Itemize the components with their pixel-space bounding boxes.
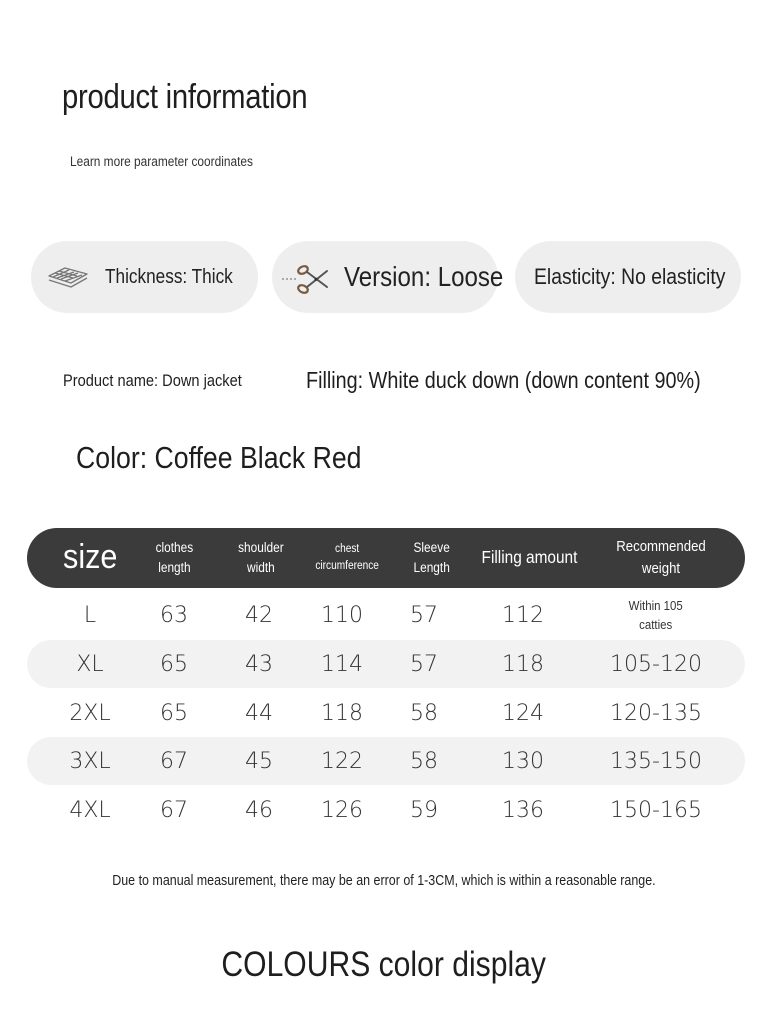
cell-chest: 110 — [321, 602, 363, 628]
elasticity-label: Elasticity: No elasticity — [534, 264, 726, 289]
version-label: Version: Loose — [344, 261, 504, 292]
table-row — [27, 689, 745, 737]
cell-filling: 130 — [502, 748, 544, 774]
page-title: product information — [62, 78, 308, 116]
header-chest-circumference: chest circumference — [315, 542, 379, 572]
header-shoulder-width: shoulder width — [238, 540, 284, 575]
cell-clothes-length: 67 — [160, 748, 188, 774]
cell-shoulder-width: 45 — [245, 748, 273, 774]
cell-filling: 112 — [502, 602, 544, 628]
header-recommended-weight: Recommended weight — [616, 538, 706, 577]
table-row — [27, 737, 745, 785]
cell-size: XL — [76, 651, 104, 677]
cell-shoulder-width: 43 — [245, 651, 273, 677]
header-filling-amount: Filling amount — [481, 547, 577, 568]
cell-filling: 136 — [502, 797, 544, 823]
header-sleeve-length: Sleeve Length — [413, 540, 451, 575]
cell-shoulder-width: 44 — [245, 700, 273, 726]
measurement-note: Due to manual measurement, there may be an error of 1-3CM, which is within a reasonable range. — [112, 873, 656, 889]
header-clothes-length: clothes length — [155, 540, 193, 575]
cell-size: L — [83, 602, 97, 628]
thickness-pill — [31, 241, 258, 313]
filling-info: Filling: White duck down (down content 90%) — [306, 367, 701, 393]
cell-weight: 105-120 — [610, 651, 702, 677]
cell-shoulder-width: 46 — [245, 797, 273, 823]
version-pill — [272, 241, 504, 313]
cell-chest: 122 — [321, 748, 363, 774]
cell-chest: 118 — [321, 700, 363, 726]
cell-clothes-length: 65 — [160, 651, 188, 677]
size-table-header — [27, 528, 745, 588]
cell-chest: 114 — [321, 651, 363, 677]
colours-section-title: COLOURS color display — [221, 945, 547, 984]
cell-filling: 124 — [502, 700, 544, 726]
cell-clothes-length: 67 — [160, 797, 188, 823]
cell-size: 2XL — [69, 700, 111, 726]
cell-chest: 126 — [321, 797, 363, 823]
cell-weight: 150-165 — [610, 797, 702, 823]
cell-clothes-length: 65 — [160, 700, 188, 726]
cell-shoulder-width: 42 — [245, 602, 273, 628]
cell-weight: 120-135 — [610, 700, 702, 726]
elasticity-pill — [515, 241, 741, 313]
cell-size: 4XL — [69, 797, 111, 823]
product-name: Product name: Down jacket — [63, 371, 242, 390]
color-info: Color: Coffee Black Red — [76, 440, 362, 475]
cell-sleeve: 57 — [410, 651, 438, 677]
cell-weight: 135-150 — [610, 748, 702, 774]
scissors-icon — [280, 262, 328, 292]
cell-sleeve: 59 — [410, 797, 438, 823]
cell-weight: Within 105 catties — [628, 597, 684, 632]
table-row — [27, 786, 745, 834]
table-row — [27, 591, 745, 639]
cell-sleeve: 57 — [410, 602, 438, 628]
thickness-label: Thickness: Thick — [105, 265, 233, 288]
page-subtitle: Learn more parameter coordinates — [70, 154, 253, 169]
fabric-layers-icon — [47, 262, 91, 292]
cell-sleeve: 58 — [410, 700, 438, 726]
cell-size: 3XL — [69, 748, 111, 774]
table-row — [27, 640, 745, 688]
header-size: size — [62, 538, 118, 577]
cell-filling: 118 — [502, 651, 544, 677]
cell-sleeve: 58 — [410, 748, 438, 774]
cell-clothes-length: 63 — [160, 602, 188, 628]
